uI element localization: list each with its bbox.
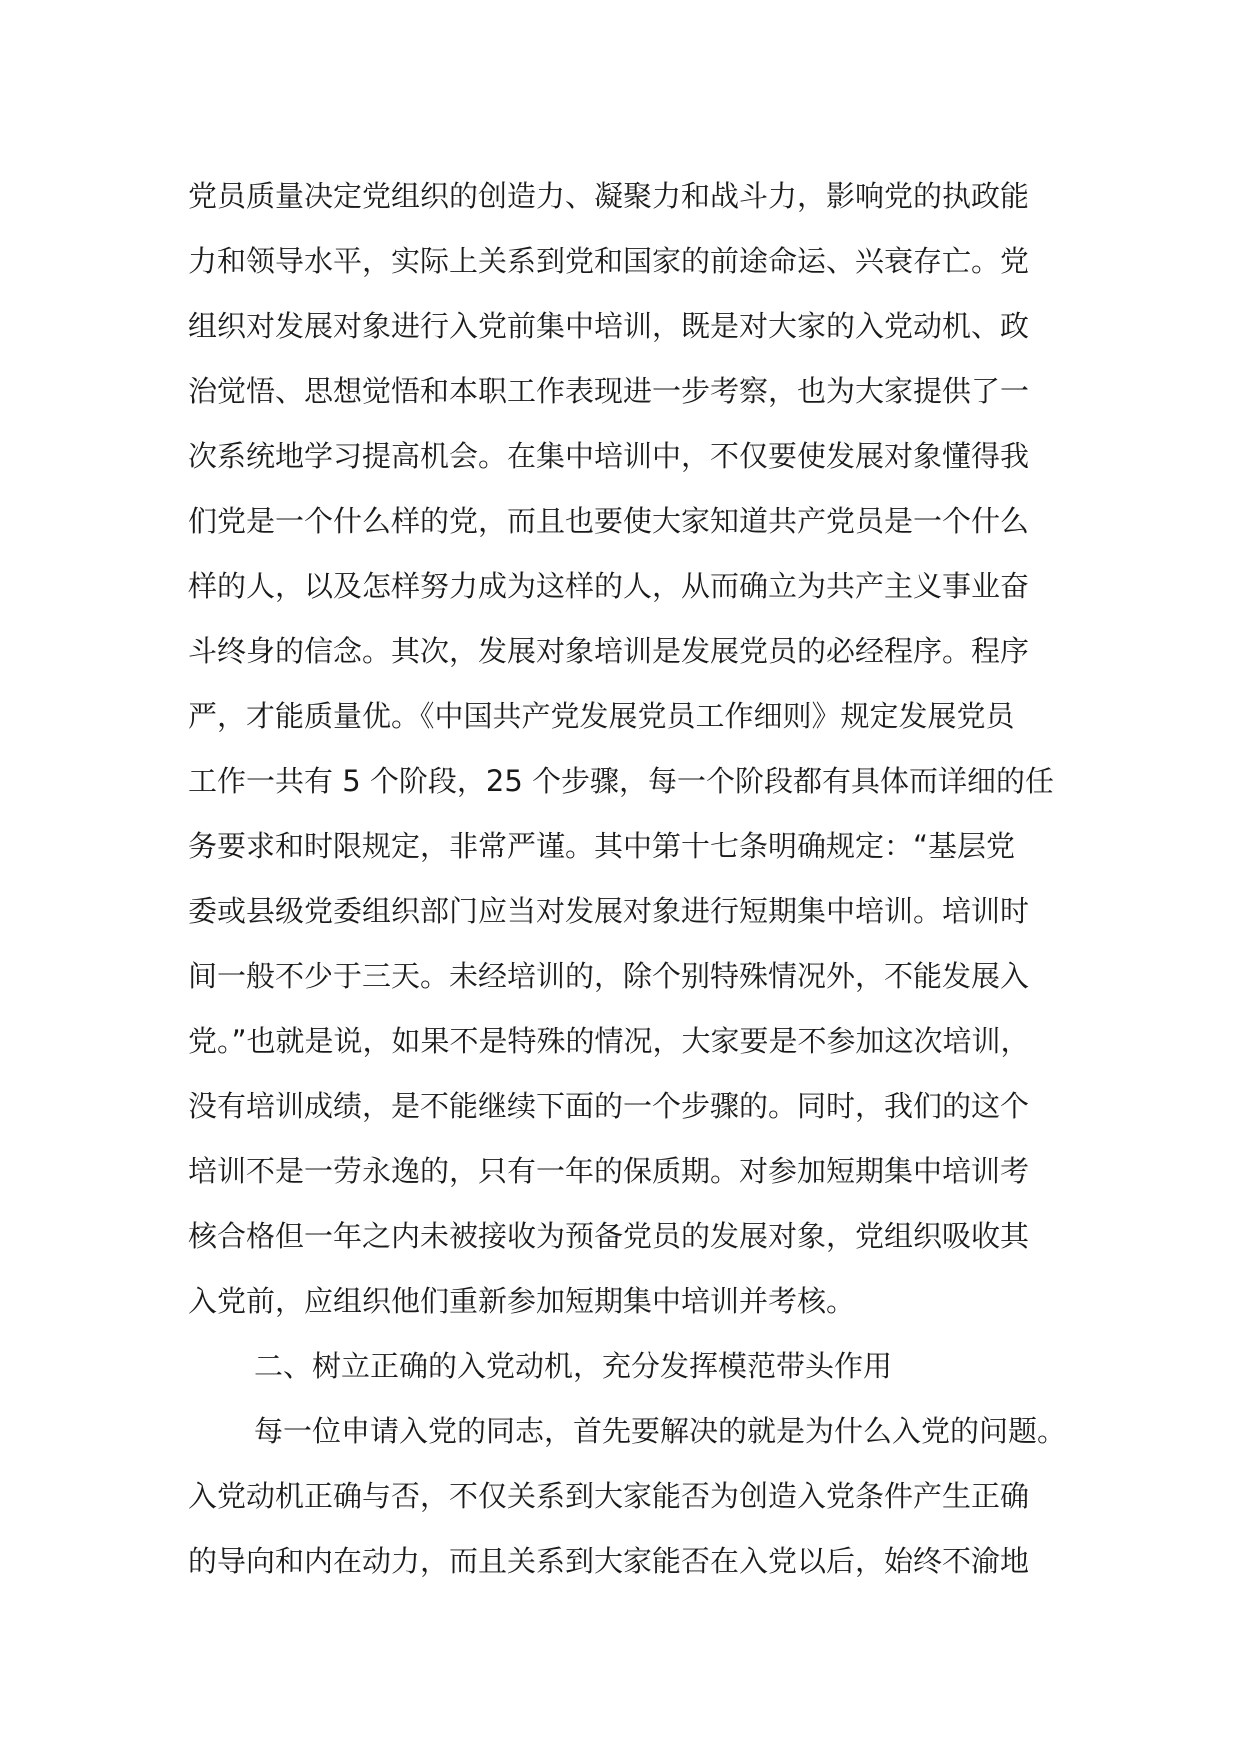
paragraph-line: 间一般不少于三天。未经培训的，除个别特殊情况外，不能发展入 [188,959,1030,993]
document-body [188,164,1068,1594]
paragraph-line: 务要求和时限规定，非常严谨。其中第十七条明确规定：“基层党 [188,829,1016,863]
paragraph-line: 严，才能质量优。《中国共产党发展党员工作细则》规定发展党员 [188,699,1015,733]
paragraph-line: 组织对发展对象进行入党前集中培训，既是对大家的入党动机、政 [188,309,1030,343]
paragraph-line: 每一位申请入党的同志，首先要解决的就是为什么入党的问题。 [254,1414,1067,1448]
paragraph-line: 入党动机正确与否，不仅关系到大家能否为创造入党条件产生正确 [188,1479,1030,1513]
paragraph-line: 委或县级党委组织部门应当对发展对象进行短期集中培训。培训时 [188,894,1030,928]
paragraph-line: 党员质量决定党组织的创造力、凝聚力和战斗力，影响党的执政能 [188,179,1030,213]
paragraph-line: 治觉悟、思想觉悟和本职工作表现进一步考察，也为大家提供了一 [188,374,1030,408]
paragraph-line: 斗终身的信念。其次，发展对象培训是发展党员的必经程序。程序 [188,634,1030,668]
paragraph-line: 的导向和内在动力，而且关系到大家能否在入党以后，始终不渝地 [188,1544,1030,1578]
paragraph-line: 核合格但一年之内未被接收为预备党员的发展对象，党组织吸收其 [188,1219,1030,1253]
paragraph-line: 党。”也就是说，如果不是特殊的情况，大家要是不参加这次培训， [188,1024,1030,1058]
paragraph-line: 没有培训成绩，是不能继续下面的一个步骤的。同时，我们的这个 [188,1089,1030,1123]
paragraph-line: 工作一共有 5 个阶段，25 个步骤，每一个阶段都有具体而详细的任 [188,764,1055,798]
paragraph-line: 次系统地学习提高机会。在集中培训中，不仅要使发展对象懂得我 [188,439,1030,473]
paragraph-line: 力和领导水平，实际上关系到党和国家的前途命运、兴衰存亡。党 [188,244,1030,278]
paragraph-line: 入党前，应组织他们重新参加短期集中培训并考核。 [188,1284,856,1318]
section-heading: 二、树立正确的入党动机，充分发挥模范带头作用 [254,1349,893,1383]
paragraph-line: 培训不是一劳永逸的，只有一年的保质期。对参加短期集中培训考 [188,1154,1030,1188]
paragraph-line: 们党是一个什么样的党，而且也要使大家知道共产党员是一个什么 [188,504,1030,538]
paragraph-line: 样的人，以及怎样努力成为这样的人，从而确立为共产主义事业奋 [188,569,1030,603]
